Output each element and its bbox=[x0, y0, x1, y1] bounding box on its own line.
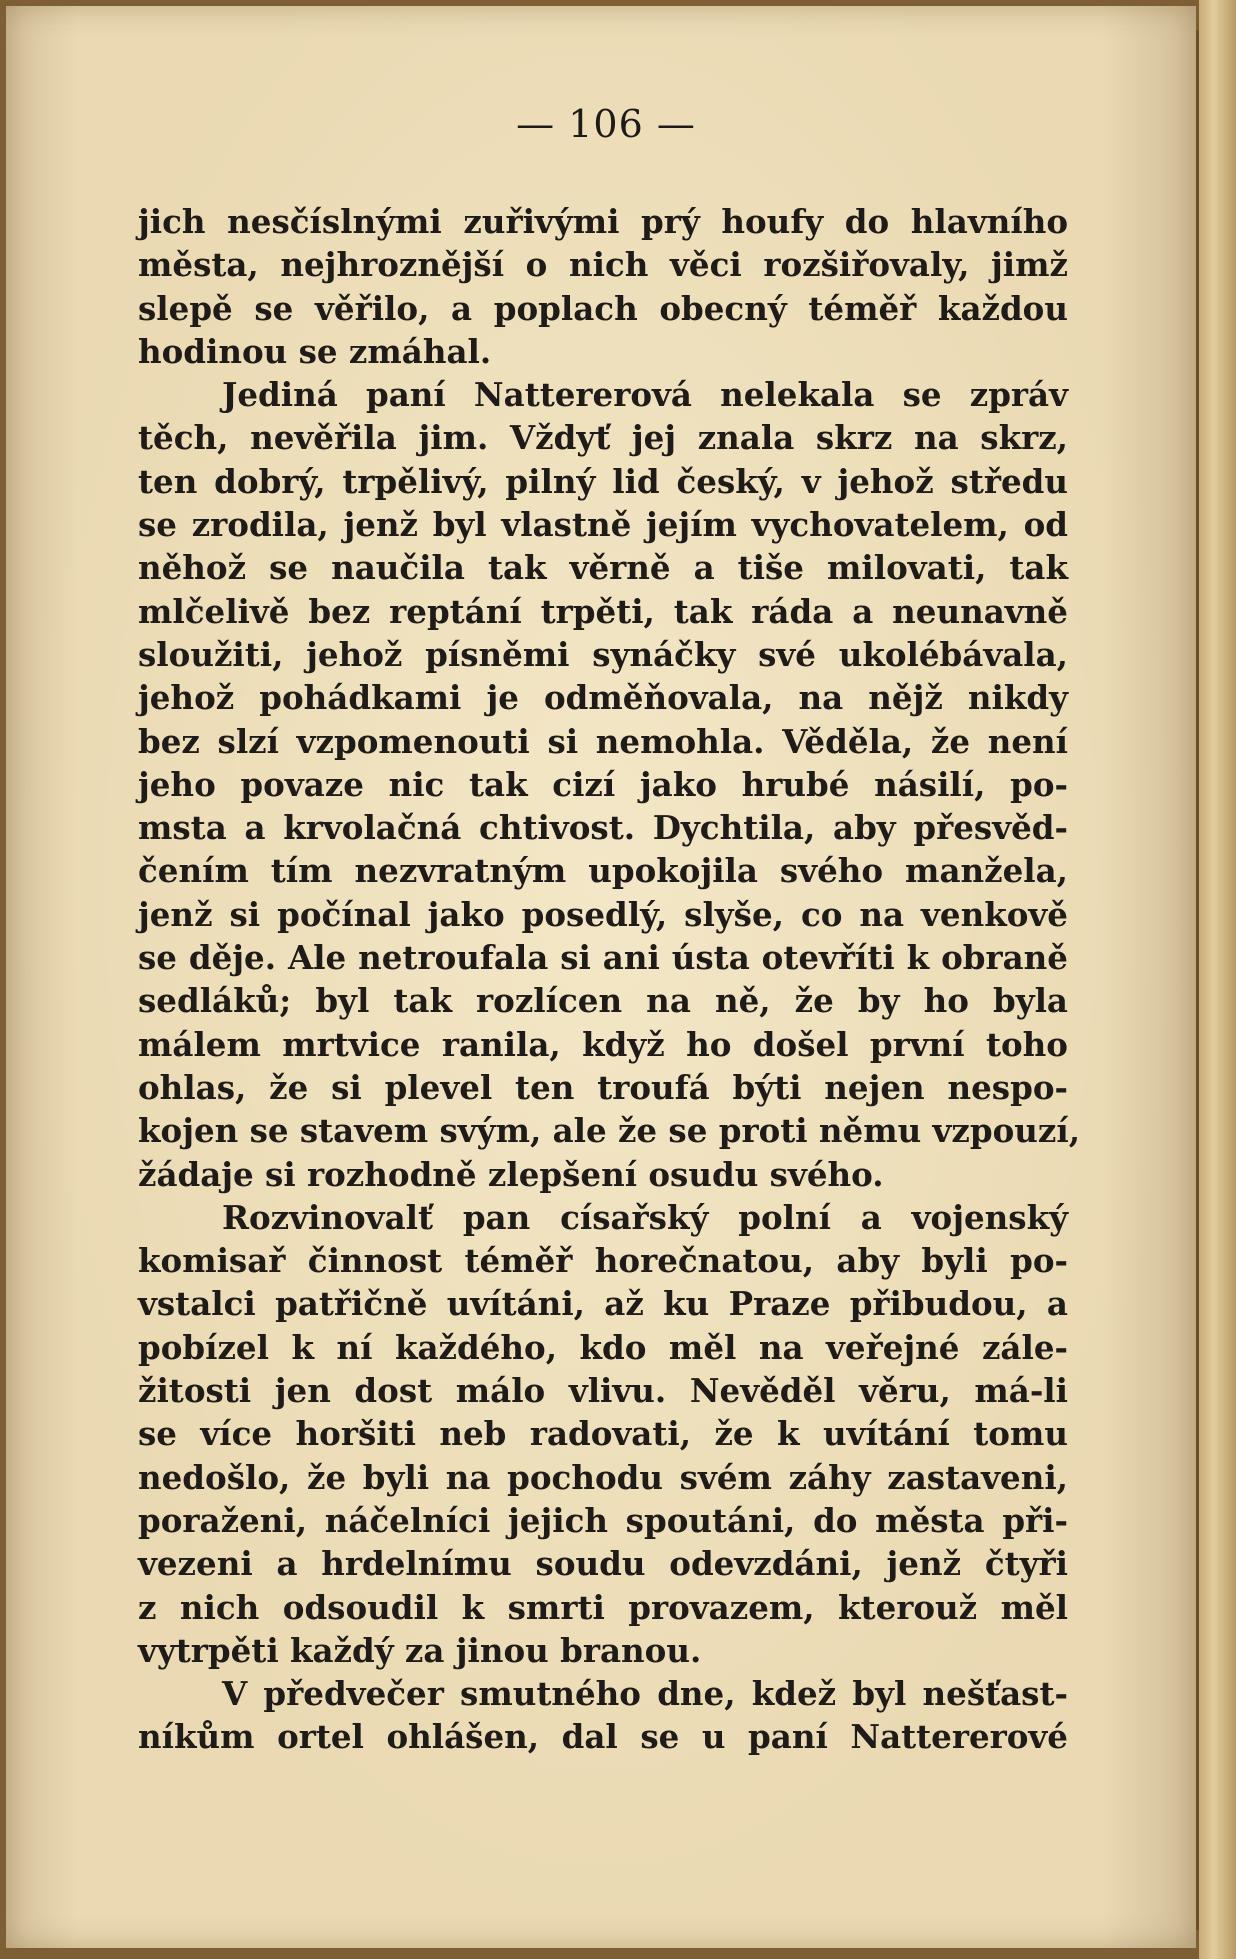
text-line: pobízel k ní každého, kdo měl na veřejné zále- bbox=[138, 1327, 1068, 1367]
text-line: ten dobrý, trpělivý, pilný lid český, v jehož středu bbox=[138, 461, 1068, 501]
text-line: vstalci patřičně uvítáni, až ku Praze přibudou, a bbox=[138, 1284, 1068, 1324]
text-line: z nich odsoudil k smrti provazem, kterouž měl bbox=[138, 1587, 1068, 1627]
text-line: slepě se věřilo, a poplach obecný téměř každou bbox=[138, 288, 1068, 328]
text-line: sedláků; byl tak rozlícen na ně, že by ho byla bbox=[138, 981, 1068, 1021]
text-line: komisař činnost téměř horečnatou, aby byli po- bbox=[138, 1241, 1068, 1281]
text-line: Jediná paní Nattererová nelekala se zpráv bbox=[222, 375, 1068, 415]
text-line: něhož se naučila tak věrně a tiše milovati, tak bbox=[138, 548, 1068, 588]
text-line: poraženi, náčelníci jejich spoutáni, do města při- bbox=[138, 1500, 1068, 1540]
text-line: vytrpěti každý za jinou branou. bbox=[138, 1630, 702, 1670]
text-line: sloužiti, jehož písněmi synáčky své ukolébávala, bbox=[138, 634, 1068, 674]
text-line: kojen se stavem svým, ale že se proti němu vzpouzí, bbox=[138, 1111, 1081, 1151]
text-line: se více horšiti neb radovati, že k uvítání tomu bbox=[138, 1414, 1068, 1454]
text-line: se zrodila, jenž byl vlastně jejím vychovatelem, od bbox=[138, 505, 1068, 545]
text-line: mlčelivě bez reptání trpěti, tak ráda a neunavně bbox=[138, 591, 1068, 631]
page-number: — 106 — bbox=[516, 102, 696, 146]
text-line: jenž si počínal jako posedlý, slyše, co na venkově bbox=[138, 894, 1068, 934]
body-text bbox=[138, 200, 1081, 1759]
text-line: žádaje si rozhodně zlepšení osudu svého. bbox=[138, 1154, 884, 1194]
text-line: V předvečer smutného dne, kdež byl nešťast- bbox=[222, 1674, 1068, 1714]
text-line: nedošlo, že byli na pochodu svém záhy zastaveni, bbox=[138, 1457, 1068, 1497]
text-line: Rozvinovalť pan císařský polní a vojenský bbox=[222, 1197, 1068, 1237]
text-line: se děje. Ale netroufala si ani ústa otevříti k obraně bbox=[138, 938, 1068, 978]
text-line: málem mrtvice ranila, když ho došel první toho bbox=[138, 1024, 1068, 1064]
page-edge bbox=[1199, 0, 1236, 1959]
text-line: těch, nevěřila jim. Vždyť jej znala skrz na skrz, bbox=[138, 418, 1068, 458]
text-line: jeho povaze nic tak cizí jako hrubé násilí, po- bbox=[138, 764, 1068, 804]
text-line: čením tím nezvratným upokojila svého manžela, bbox=[138, 851, 1068, 891]
text-line: jehož pohádkami je odměňovala, na nějž nikdy bbox=[138, 678, 1068, 718]
text-line: níkům ortel ohlášen, dal se u paní Nattererové bbox=[138, 1717, 1068, 1757]
text-line: vezeni a hrdelnímu soudu odevzdáni, jenž čtyři bbox=[138, 1544, 1068, 1584]
text-line: hodinou se zmáhal. bbox=[138, 331, 492, 371]
text-line: žitosti jen dost málo vlivu. Nevěděl věru, má-li bbox=[138, 1371, 1068, 1411]
text-line: bez slzí vzpomenouti si nemohla. Věděla, že není bbox=[138, 721, 1068, 761]
text-line: města, nejhroznější o nich věci rozšiřovaly, jimž bbox=[138, 245, 1068, 285]
text-line: jich nesčíslnými zuřivými prý houfy do hlavního bbox=[138, 202, 1068, 241]
text-line: ohlas, že si plevel ten troufá býti nejen nespo- bbox=[138, 1067, 1068, 1107]
text-line: msta a krvolačná chtivost. Dychtila, aby přesvěd- bbox=[138, 808, 1068, 848]
